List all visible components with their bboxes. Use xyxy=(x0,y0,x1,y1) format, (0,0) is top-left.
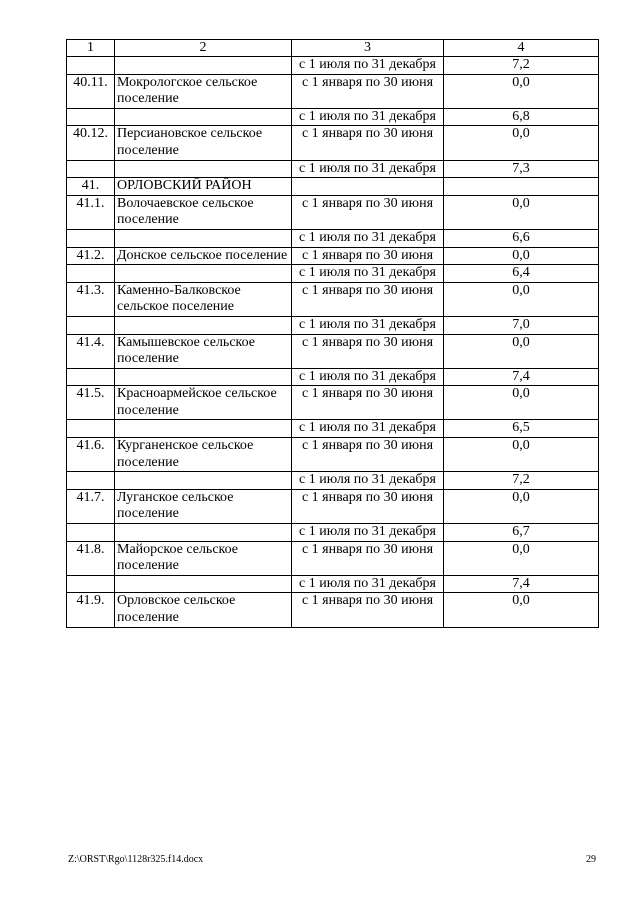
table-row xyxy=(67,541,599,575)
settlement-name: Волочаевское сельское поселение xyxy=(115,195,292,229)
period-cell xyxy=(292,178,444,196)
row-number xyxy=(67,368,115,386)
table-row xyxy=(67,472,599,490)
settlement-name xyxy=(115,472,292,490)
value-cell: 6,6 xyxy=(444,229,599,247)
value-cell: 0,0 xyxy=(444,438,599,472)
period-cell: с 1 января по 30 июня xyxy=(292,282,444,316)
table-row xyxy=(67,593,599,627)
table-row xyxy=(67,108,599,126)
table-row xyxy=(67,160,599,178)
period-cell: с 1 января по 30 июня xyxy=(292,334,444,368)
table-row xyxy=(67,334,599,368)
page-number: 29 xyxy=(586,854,596,865)
settlement-name: Орловское сельское поселение xyxy=(115,593,292,627)
row-number: 41.2. xyxy=(67,247,115,265)
value-cell: 0,0 xyxy=(444,593,599,627)
table-row xyxy=(67,195,599,229)
row-number xyxy=(67,316,115,334)
column-header-4: 4 xyxy=(444,40,599,57)
value-cell: 6,7 xyxy=(444,524,599,542)
row-number xyxy=(67,229,115,247)
settlement-name xyxy=(115,524,292,542)
value-cell: 0,0 xyxy=(444,334,599,368)
settlement-name xyxy=(115,108,292,126)
table-row xyxy=(67,420,599,438)
settlement-name: Майорское сельское поселение xyxy=(115,541,292,575)
row-number: 41.5. xyxy=(67,386,115,420)
settlement-name xyxy=(115,57,292,75)
row-number xyxy=(67,524,115,542)
value-cell: 0,0 xyxy=(444,541,599,575)
period-cell: с 1 января по 30 июня xyxy=(292,247,444,265)
period-cell: с 1 января по 30 июня xyxy=(292,195,444,229)
row-number: 40.12. xyxy=(67,126,115,160)
settlement-name: Персиановское сельское поселение xyxy=(115,126,292,160)
table-row xyxy=(67,126,599,160)
row-number xyxy=(67,160,115,178)
row-number xyxy=(67,108,115,126)
district-row xyxy=(67,178,599,196)
period-cell: с 1 января по 30 июня xyxy=(292,386,444,420)
table-row xyxy=(67,265,599,283)
value-cell: 0,0 xyxy=(444,489,599,523)
row-number xyxy=(67,57,115,75)
row-number xyxy=(67,575,115,593)
settlement-name xyxy=(115,229,292,247)
period-cell: с 1 января по 30 июня xyxy=(292,438,444,472)
row-number: 41.6. xyxy=(67,438,115,472)
tariff-table xyxy=(66,39,599,628)
value-cell xyxy=(444,178,599,196)
settlement-name: ОРЛОВСКИЙ РАЙОН xyxy=(115,178,292,196)
value-cell: 6,8 xyxy=(444,108,599,126)
period-cell: с 1 июля по 31 декабря xyxy=(292,160,444,178)
settlement-name xyxy=(115,420,292,438)
footer-file-path: Z:\ORST\Rgo\1128r325.f14.docx xyxy=(68,854,204,865)
value-cell: 7,4 xyxy=(444,575,599,593)
period-cell: с 1 июля по 31 декабря xyxy=(292,316,444,334)
period-cell: с 1 января по 30 июня xyxy=(292,541,444,575)
settlement-name xyxy=(115,265,292,283)
column-header-3: 3 xyxy=(292,40,444,57)
period-cell: с 1 июля по 31 декабря xyxy=(292,575,444,593)
table-row xyxy=(67,282,599,316)
settlement-name: Луганское сельское поселение xyxy=(115,489,292,523)
settlement-name xyxy=(115,368,292,386)
table-body xyxy=(67,40,599,628)
settlement-name xyxy=(115,575,292,593)
period-cell: с 1 июля по 31 декабря xyxy=(292,420,444,438)
value-cell: 0,0 xyxy=(444,74,599,108)
row-number: 41.7. xyxy=(67,489,115,523)
settlement-name xyxy=(115,316,292,334)
value-cell: 0,0 xyxy=(444,195,599,229)
value-cell: 0,0 xyxy=(444,282,599,316)
period-cell: с 1 января по 30 июня xyxy=(292,593,444,627)
settlement-name: Донское сельское поселение xyxy=(115,247,292,265)
period-cell: с 1 января по 30 июня xyxy=(292,74,444,108)
row-number: 41.3. xyxy=(67,282,115,316)
table-row xyxy=(67,386,599,420)
column-header-1: 1 xyxy=(67,40,115,57)
value-cell: 7,4 xyxy=(444,368,599,386)
column-header-2: 2 xyxy=(115,40,292,57)
row-number xyxy=(67,420,115,438)
period-cell: с 1 июля по 31 декабря xyxy=(292,524,444,542)
row-number xyxy=(67,265,115,283)
period-cell: с 1 июля по 31 декабря xyxy=(292,368,444,386)
settlement-name: Курганенское сельское поселение xyxy=(115,438,292,472)
period-cell: с 1 января по 30 июня xyxy=(292,489,444,523)
table-header-row xyxy=(67,40,599,57)
row-number xyxy=(67,472,115,490)
row-number: 40.11. xyxy=(67,74,115,108)
table-row xyxy=(67,57,599,75)
settlement-name: Каменно-Балковское сельское поселение xyxy=(115,282,292,316)
value-cell: 6,4 xyxy=(444,265,599,283)
row-number: 41.9. xyxy=(67,593,115,627)
table-row xyxy=(67,575,599,593)
period-cell: с 1 июля по 31 декабря xyxy=(292,229,444,247)
row-number: 41.8. xyxy=(67,541,115,575)
table-row xyxy=(67,247,599,265)
period-cell: с 1 июля по 31 декабря xyxy=(292,265,444,283)
row-number: 41.1. xyxy=(67,195,115,229)
value-cell: 6,5 xyxy=(444,420,599,438)
value-cell: 0,0 xyxy=(444,386,599,420)
row-number: 41.4. xyxy=(67,334,115,368)
settlement-name: Камышевское сельское поселение xyxy=(115,334,292,368)
table-row xyxy=(67,524,599,542)
settlement-name: Красноармейское сельское поселение xyxy=(115,386,292,420)
value-cell: 0,0 xyxy=(444,247,599,265)
settlement-name xyxy=(115,160,292,178)
table-row xyxy=(67,489,599,523)
settlement-name: Мокрологское сельское поселение xyxy=(115,74,292,108)
row-number: 41. xyxy=(67,178,115,196)
table-row xyxy=(67,316,599,334)
value-cell: 7,0 xyxy=(444,316,599,334)
value-cell: 0,0 xyxy=(444,126,599,160)
period-cell: с 1 июля по 31 декабря xyxy=(292,108,444,126)
period-cell: с 1 июля по 31 декабря xyxy=(292,57,444,75)
table-row xyxy=(67,438,599,472)
value-cell: 7,2 xyxy=(444,472,599,490)
value-cell: 7,2 xyxy=(444,57,599,75)
table-row xyxy=(67,229,599,247)
period-cell: с 1 июля по 31 декабря xyxy=(292,472,444,490)
period-cell: с 1 января по 30 июня xyxy=(292,126,444,160)
table-row xyxy=(67,368,599,386)
value-cell: 7,3 xyxy=(444,160,599,178)
table-row xyxy=(67,74,599,108)
